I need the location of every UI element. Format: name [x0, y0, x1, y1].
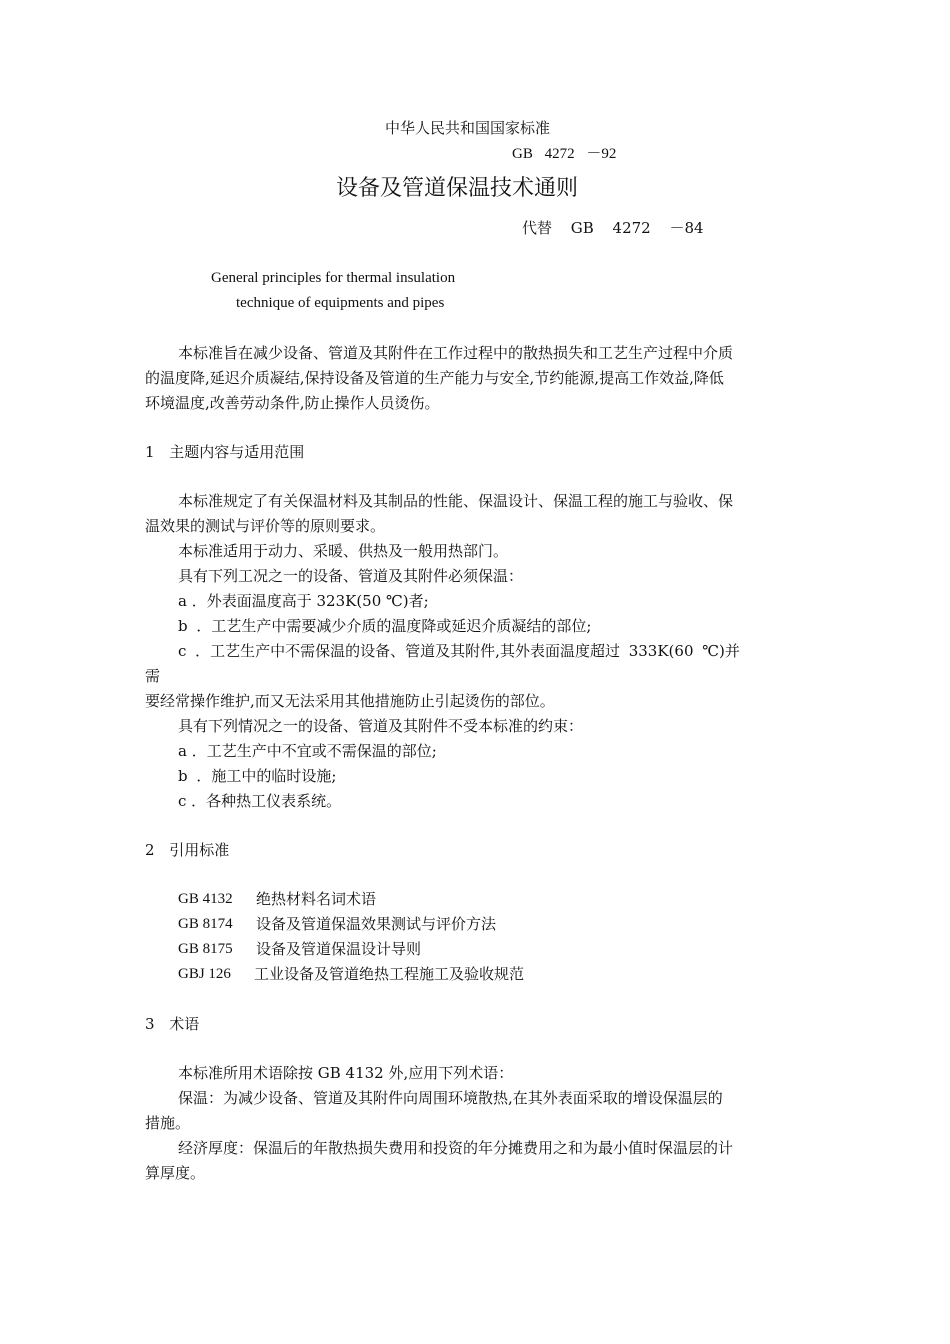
list-item: b ．工艺生产中需要减少介质的温度降或延迟介质凝结的部位; [178, 617, 592, 635]
paragraph-line: 本标准所用术语除按 GB 4132 外,应用下列术语： [178, 1064, 514, 1082]
paragraph-line: 具有下列情况之一的设备、管道及其附件不受本标准的约束： [178, 717, 584, 735]
replaces-standard: 代替 GB 4272 －84 [522, 219, 704, 237]
intro-line: 的温度降,延迟介质凝结,保持设备及管道的生产能力与安全,节约能源,提高工作效益,降低 [145, 369, 724, 387]
page-title: 设备及管道保温技术通则 [336, 176, 579, 201]
reference-code: GBJ 126 [178, 966, 231, 982]
intro-line: 本标准旨在减少设备、管道及其附件在工作过程中的散热损失和工艺生产过程中介质 [178, 344, 734, 362]
paragraph-line: 本标准规定了有关保温材料及其制品的性能、保温设计、保温工程的施工与验收、保 [178, 492, 734, 510]
definition-line: 算厚度。 [145, 1164, 206, 1182]
paragraph-line: 具有下列工况之一的设备、管道及其附件必须保温： [178, 567, 524, 585]
section-1-heading: 1 主题内容与适用范围 [145, 443, 305, 461]
list-item: a ．外表面温度高于 323K(50 ℃)者; [178, 592, 429, 610]
list-item-wrap: 要经常操作维护,而又无法采用其他措施防止引起烫伤的部位。 [145, 692, 555, 710]
definition-line: 保温：为减少设备、管道及其附件向周围环境散热,在其外表面采取的增设保温层的 [178, 1089, 723, 1107]
list-item: a ．工艺生产中不宜或不需保温的部位; [178, 742, 437, 760]
paragraph-line: 本标准适用于动力、采暖、供热及一般用热部门。 [178, 542, 509, 560]
list-item: c ．工艺生产中不需保温的设备、管道及其附件,其外表面温度超过 333K(60 ℃)并 [178, 642, 740, 660]
reference-code: GB 8175 [178, 941, 233, 957]
national-standard-label: 中华人民共和国国家标准 [385, 119, 551, 137]
section-3-heading: 3 术语 [145, 1015, 200, 1033]
paragraph-line: 温效果的测试与评价等的原则要求。 [145, 517, 386, 535]
reference-code: GB 8174 [178, 916, 233, 932]
reference-code: GB 4132 [178, 891, 233, 907]
section-2-heading: 2 引用标准 [145, 841, 230, 859]
definition-line: 措施。 [145, 1114, 191, 1132]
reference-title: 设备及管道保温效果测试与评价方法 [256, 915, 497, 933]
list-item: c ．各种热工仪表系统。 [178, 792, 342, 810]
english-title-line-1: General principles for thermal insulation [211, 270, 456, 286]
reference-title: 绝热材料名词术语 [256, 890, 377, 908]
definition-line: 经济厚度：保温后的年散热损失费用和投资的年分摊费用之和为最小值时保温层的计 [178, 1139, 734, 1157]
reference-title: 工业设备及管道绝热工程施工及验收规范 [254, 965, 525, 983]
english-title-line-2: technique of equipments and pipes [236, 295, 445, 311]
list-item: b ．施工中的临时设施; [178, 767, 337, 785]
list-item-wrap: 需 [145, 667, 161, 685]
reference-title: 设备及管道保温设计导则 [256, 940, 422, 958]
standard-code: GB 4272 －92 [512, 146, 617, 162]
intro-line: 环境温度,改善劳动条件,防止操作人员烫伤。 [145, 394, 440, 412]
